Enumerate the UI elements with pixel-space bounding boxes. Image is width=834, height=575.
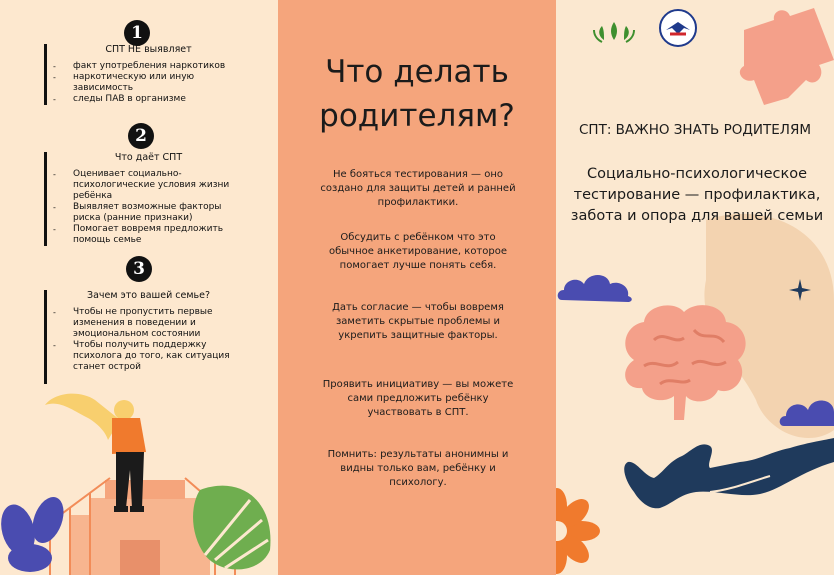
- paragraph: Проявить инициативу — вы можете сами предложить ребёнку участвовать в СПТ.: [322, 379, 514, 418]
- hand-icon: [620, 432, 834, 542]
- list-item: - факт употребления наркотиков: [53, 61, 244, 72]
- section-title: Зачем это вашей семье?: [86, 290, 210, 301]
- number-badge-1: 1: [124, 20, 150, 46]
- cloud-icon: [556, 268, 636, 304]
- right-panel: [556, 0, 834, 575]
- leaf-logo-icon: [592, 18, 636, 44]
- list-item: - наркотическую или иную зависимость: [53, 72, 244, 94]
- eagle-emblem-icon: [658, 8, 698, 48]
- brain-icon: [614, 300, 754, 420]
- paragraph: Дать согласие — чтобы вовремя заметить скрытые проблемы и укрепить защитные факторы.: [332, 302, 504, 341]
- list-item: - Выявляет возможные факторы риска (ранние признаки): [53, 202, 244, 224]
- section-why: [44, 290, 244, 384]
- paragraph: Обсудить с ребёнком что это обычное анкетирование, которое помогает лучше понять себя.: [328, 232, 507, 271]
- list-item: - Чтобы не пропустить первые изменения в поведении и эмоциональном состоянии: [53, 307, 244, 340]
- purple-plant-icon: [0, 493, 69, 572]
- section-benefits: [44, 152, 244, 246]
- puzzle-icon: [724, 0, 834, 110]
- right-title: СПТ: ВАЖНО ЗНАТЬ РОДИТЕЛЯМ: [579, 122, 811, 138]
- list-item: - Оценивает социально-психологические условия жизни ребёнка: [53, 169, 244, 202]
- sparkle-icon: [789, 279, 811, 301]
- middle-panel: [278, 0, 556, 575]
- cloud-icon: [778, 390, 834, 428]
- list-item: - следы ПАВ в организме: [53, 94, 244, 105]
- paragraph: Не бояться тестирования — оно создано для защиты детей и ранней профилактики.: [320, 169, 516, 208]
- flower-icon: [556, 488, 602, 575]
- title-line-2: родителям?: [319, 98, 515, 134]
- list-item: - Помогает вовремя предложить помощь семье: [53, 224, 244, 246]
- section-title: Что даёт СПТ: [114, 152, 183, 163]
- woman-illustration: [0, 380, 278, 575]
- left-panel: [0, 0, 278, 575]
- number-badge-2: 2: [128, 123, 154, 149]
- page-title: [278, 50, 556, 138]
- paragraph: Помнить: результаты анонимны и видны только вам, ребёнку и психологу.: [327, 449, 509, 488]
- section-not-detected: [44, 44, 244, 105]
- section-title: СПТ НЕ выявляет: [105, 44, 192, 55]
- title-line-1: Что делать: [325, 54, 509, 90]
- list-item: - Чтобы получить поддержку психолога до того, как ситуация станет острой: [53, 340, 244, 373]
- number-badge-3: 3: [126, 256, 152, 282]
- right-subtitle: Социально-психологическое тестирование — профилактика, забота и опора для вашей семьи: [570, 166, 824, 224]
